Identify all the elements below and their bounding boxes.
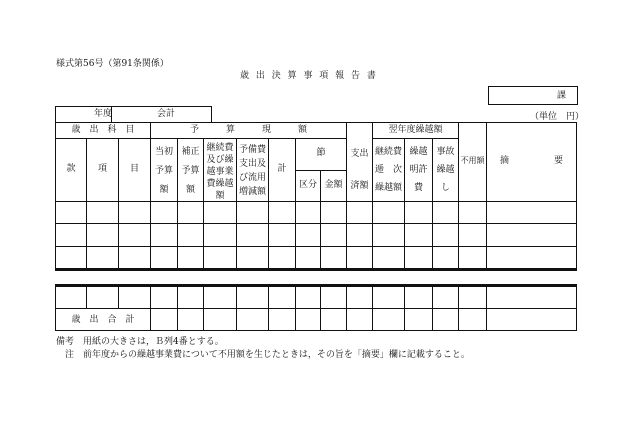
tosho-line-2: 予算 — [154, 166, 173, 176]
tosho-line-3: 額 — [159, 185, 169, 195]
meikyo-header — [405, 143, 432, 197]
setsu-header: 節 — [316, 148, 326, 158]
kubun-header: 区分 — [298, 180, 317, 190]
unit-note: （単位 円） — [530, 112, 585, 122]
yobihi-header — [237, 143, 268, 199]
kan-header: 款 — [66, 164, 76, 174]
moku-header: 目 — [129, 164, 139, 174]
keizoku-line-5: 額 — [215, 191, 225, 201]
yobihi-line-2: 支出及 — [238, 159, 266, 169]
keizoku-kurikoshi-line-2: 逓 次 — [374, 165, 402, 175]
account-label: 会計 — [157, 109, 176, 119]
kou-header: 項 — [97, 164, 107, 174]
jiko-header — [433, 143, 458, 197]
keizoku-header — [204, 142, 236, 202]
shishutsu-zumi-header — [347, 138, 372, 202]
yosan-genkaku-header: 予 算 現 額 — [189, 125, 307, 135]
department-suffix: 課 — [557, 91, 567, 101]
keizoku-kurikoshi-line-1: 継続費 — [374, 147, 402, 157]
meikyo-line-3: 費 — [413, 183, 423, 193]
hosei-yosan-header — [178, 143, 203, 200]
tosho-yosan-header — [151, 143, 177, 200]
kei-header: 計 — [277, 164, 287, 174]
hosei-line-1: 補正 — [181, 147, 200, 157]
year-label: 年度 — [94, 109, 113, 119]
fuyo-header: 不用額 — [460, 156, 485, 165]
kamoku-header: 歳 出 科 目 — [71, 125, 135, 135]
total-label: 歳 出 合 計 — [71, 315, 135, 325]
keizoku-kurikoshi-line-3: 繰越額 — [374, 183, 402, 193]
footnote-chu: 注 前年度からの繰越事業費について不用額を生じたときは，その旨を「摘要」欄に記載すること。 — [56, 350, 470, 360]
jiko-line-2: 繰越 — [436, 165, 455, 175]
page-title: 歳 出 決 算 事 項 報 告 書 — [240, 71, 378, 81]
yokunendo-header: 翌年度繰越額 — [388, 125, 443, 135]
tekiyo-header: 摘 要 — [499, 156, 563, 166]
shishutsu-zumi-line-2: 済額 — [350, 181, 369, 191]
hosei-line-3: 額 — [185, 185, 195, 195]
keizoku-line-1: 継続費 — [206, 143, 234, 153]
form-label: 様式第56号（第91条関係） — [56, 59, 169, 69]
keizoku-line-2: 及び繰 — [206, 155, 234, 165]
footnote-bikou: 備考 用紙の大きさは，Ｂ列4番とする。 — [56, 337, 224, 347]
jiko-line-1: 事故 — [436, 147, 455, 157]
kingaku-header: 金額 — [324, 180, 343, 190]
hosei-line-2: 予算 — [181, 166, 200, 176]
yobihi-line-4: 増減額 — [238, 187, 266, 197]
shishutsu-zumi-line-1: 支出 — [350, 149, 369, 159]
tosho-line-1: 当初 — [154, 147, 173, 157]
keizoku-line-3: 越事業 — [206, 167, 234, 177]
keizoku-line-4: 費繰越 — [206, 179, 234, 189]
jiko-line-3: し — [440, 183, 450, 193]
meikyo-line-2: 明許 — [409, 165, 428, 175]
yobihi-line-3: び流用 — [238, 173, 266, 183]
yobihi-line-1: 予備費 — [238, 145, 266, 155]
keizoku-kurikoshi-header — [373, 143, 404, 197]
meikyo-line-1: 繰越 — [409, 147, 428, 157]
